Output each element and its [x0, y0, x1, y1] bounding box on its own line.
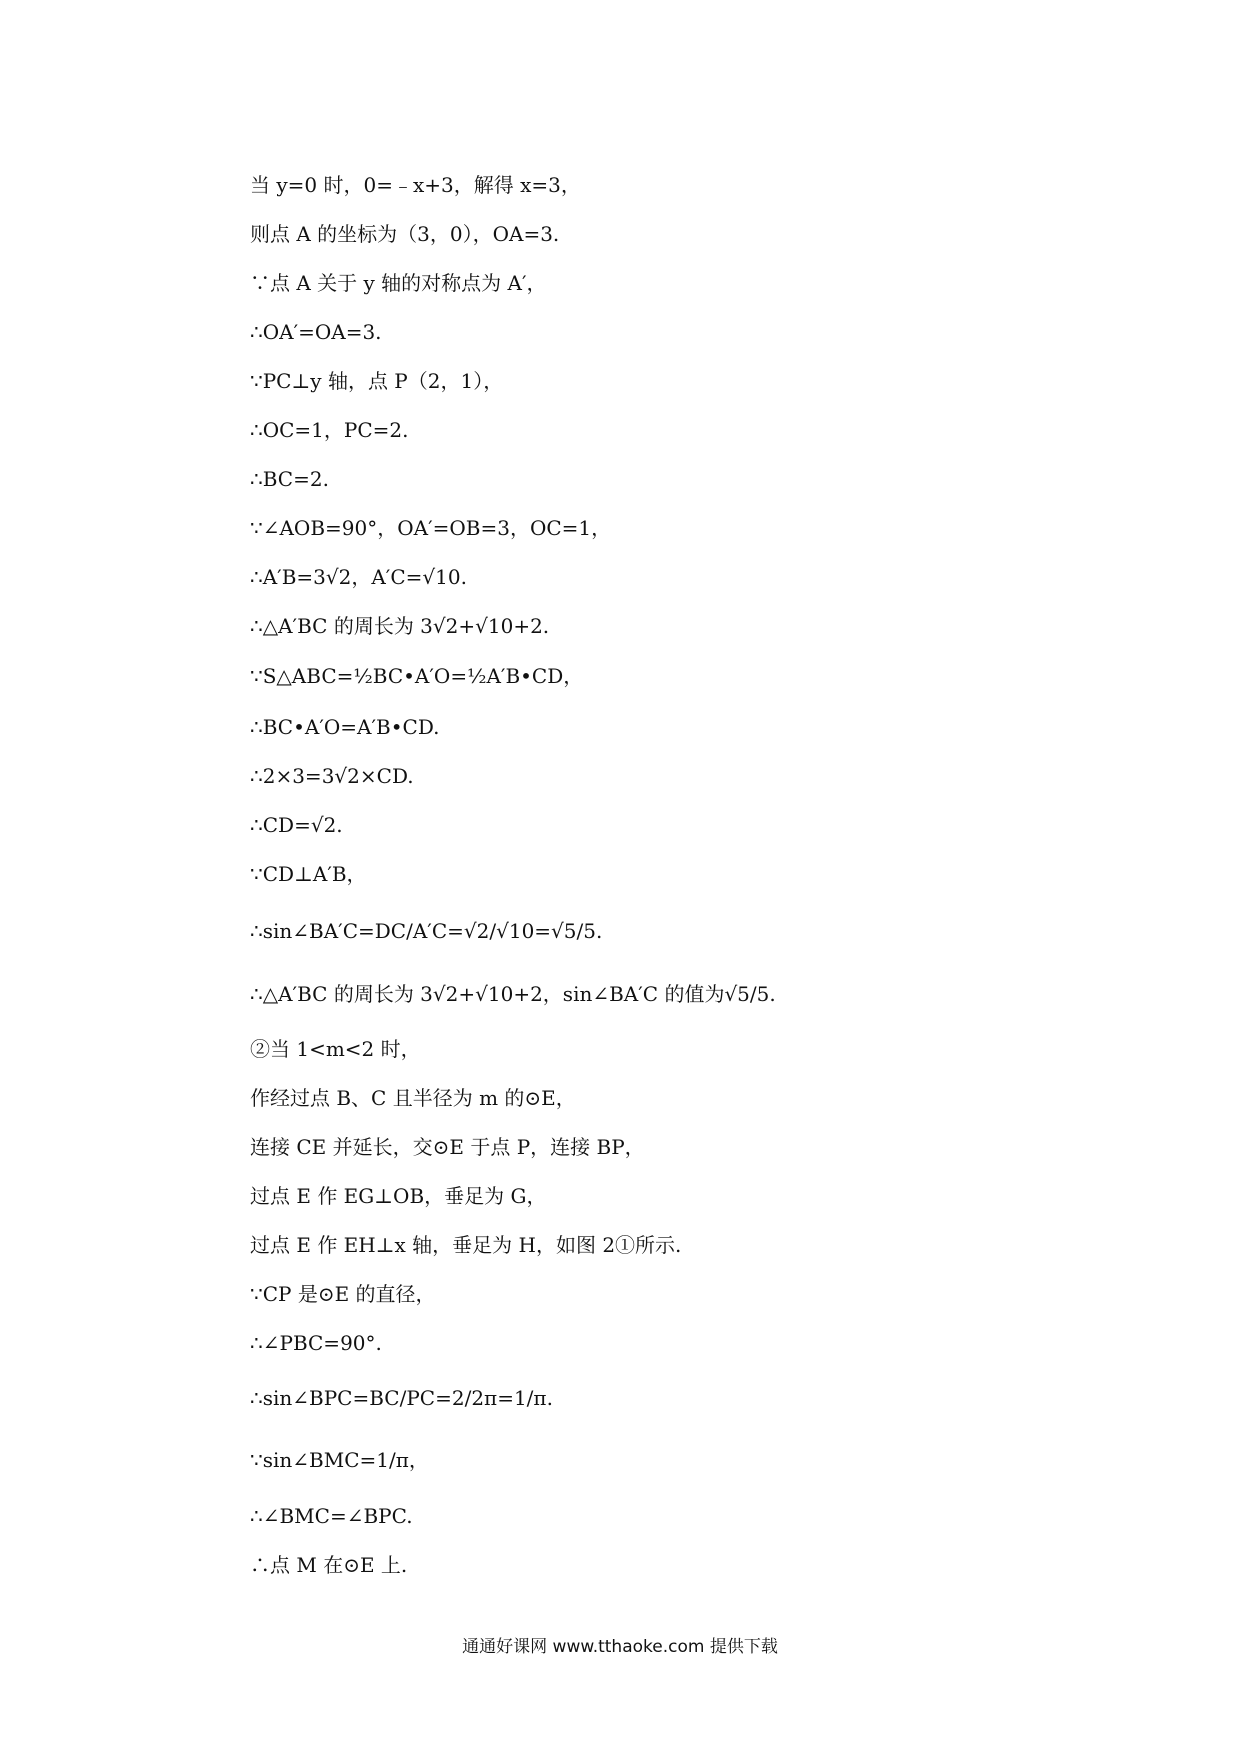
line-text: ∴sin∠BPC=BC/PC=2/2π=1/π.	[250, 1386, 553, 1410]
text-line	[250, 552, 1150, 601]
line-text: ②当 1<m<2 时，	[250, 1036, 421, 1061]
text-line	[250, 650, 1150, 702]
line-text: 连接 CE 并延长，交⊙E 于点 P，连接 BP，	[250, 1134, 645, 1159]
text-line	[250, 964, 1150, 1024]
text-line	[250, 209, 1150, 258]
text-line	[250, 1429, 1150, 1491]
line-text: ∴OC=1，PC=2.	[250, 417, 409, 442]
line-text: ∴∠PBC=90°.	[250, 1330, 382, 1355]
text-line	[250, 1367, 1150, 1429]
text-line	[250, 307, 1150, 356]
line-text: ∵∠AOB=90°，OA′=OB=3，OC=1，	[250, 515, 612, 540]
text-line	[250, 405, 1150, 454]
line-text: ∵PC⊥y 轴，点 P（2，1），	[250, 368, 504, 393]
solution-body	[250, 160, 1150, 1589]
line-text: ∴CD=√2.	[250, 812, 343, 837]
line-text: ∵点 A 关于 y 轴的对称点为 A′，	[250, 270, 547, 295]
line-text: ∴OA′=OA=3.	[250, 319, 382, 344]
text-line	[250, 1220, 1150, 1269]
text-line	[250, 1122, 1150, 1171]
text-line	[250, 503, 1150, 552]
line-text: ∵CD⊥A′B，	[250, 861, 367, 886]
line-text: ∴BC=2.	[250, 466, 329, 491]
line-text: ∴点 M 在⊙E 上.	[250, 1552, 408, 1577]
text-line	[250, 1540, 1150, 1589]
line-text: ∴sin∠BA′C=DC/A′C=√2/√10=√5/5.	[250, 919, 603, 943]
line-text: ∴A′B=3√2，A′C=√10.	[250, 564, 467, 589]
line-text: ∴△A′BC 的周长为 3√2+√10+2.	[250, 613, 550, 638]
text-line	[250, 160, 1150, 209]
line-text: ∵S△ABC=½BC•A′O=½A′B•CD，	[250, 664, 584, 688]
line-text: ∴2×3=3√2×CD.	[250, 763, 414, 788]
text-line	[250, 800, 1150, 849]
text-line	[250, 751, 1150, 800]
line-text: 过点 E 作 EH⊥x 轴，垂足为 H，如图 2①所示.	[250, 1232, 682, 1257]
line-text: ∴BC•A′O=A′B•CD.	[250, 714, 440, 739]
text-line	[250, 454, 1150, 503]
line-text: ∴△A′BC 的周长为 3√2+√10+2，sin∠BA′C 的值为√5/5.	[250, 982, 776, 1006]
line-text: 当 y=0 时，0=﹣x+3，解得 x=3，	[250, 172, 581, 197]
text-line	[250, 1073, 1150, 1122]
text-line	[250, 356, 1150, 405]
line-text: 过点 E 作 EG⊥OB，垂足为 G，	[250, 1183, 547, 1208]
text-line	[250, 601, 1150, 650]
text-line	[250, 258, 1150, 307]
line-text: 则点 A 的坐标为（3，0），OA=3.	[250, 221, 560, 246]
text-line	[250, 1318, 1150, 1367]
text-line	[250, 1024, 1150, 1073]
text-line	[250, 702, 1150, 751]
text-line	[250, 849, 1150, 898]
line-text: ∵CP 是⊙E 的直径，	[250, 1281, 436, 1306]
download-footer: 通通好课网 www.tthaoke.com 提供下载	[462, 1637, 778, 1657]
line-text: ∵sin∠BMC=1/π，	[250, 1448, 429, 1472]
text-line	[250, 1171, 1150, 1220]
text-line	[250, 898, 1150, 964]
text-line	[250, 1491, 1150, 1540]
line-text: ∴∠BMC=∠BPC.	[250, 1503, 413, 1528]
line-text: 作经过点 B、C 且半径为 m 的⊙E，	[250, 1085, 576, 1110]
text-line	[250, 1269, 1150, 1318]
